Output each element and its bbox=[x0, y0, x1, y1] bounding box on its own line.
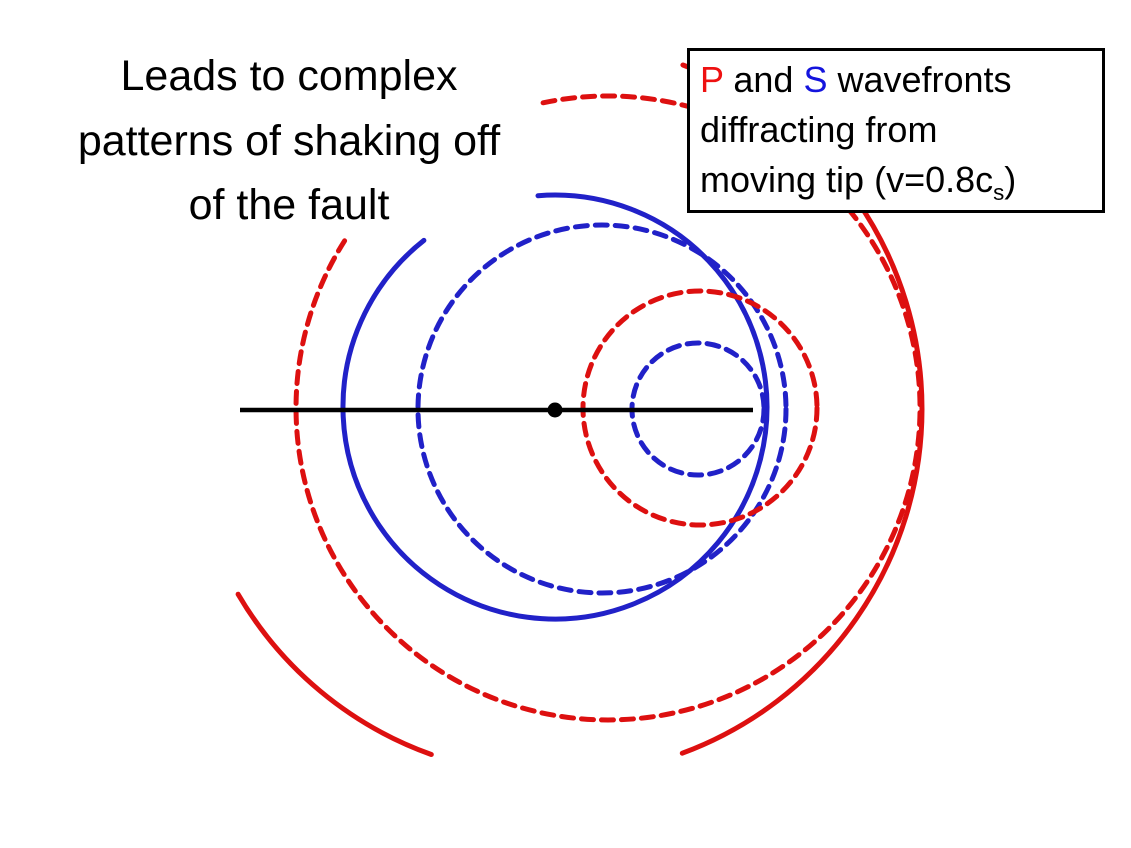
title-line-3: of the fault bbox=[188, 181, 390, 229]
callout-line-1 bbox=[700, 55, 1102, 105]
slide-title bbox=[13, 44, 565, 238]
subscript-s: s bbox=[993, 180, 1005, 206]
p-wavefront-solid-lower-left-arc bbox=[238, 594, 431, 754]
p-wave-label: P bbox=[700, 59, 724, 100]
s-wave-label: S bbox=[803, 59, 828, 100]
callout-line-2: diffracting from bbox=[700, 109, 938, 150]
callout-line-3: moving tip $(v=0.8c_s)$ bbox=[700, 159, 1017, 206]
title-line-2: patterns of shaking off bbox=[77, 116, 501, 165]
callout-box bbox=[687, 48, 1105, 213]
callout-wavefronts-text: wavefronts bbox=[827, 59, 1012, 100]
title-line-1: Leads to complex bbox=[120, 52, 458, 100]
callout-and-text: and bbox=[723, 59, 804, 100]
hypocenter-dot bbox=[548, 403, 563, 418]
